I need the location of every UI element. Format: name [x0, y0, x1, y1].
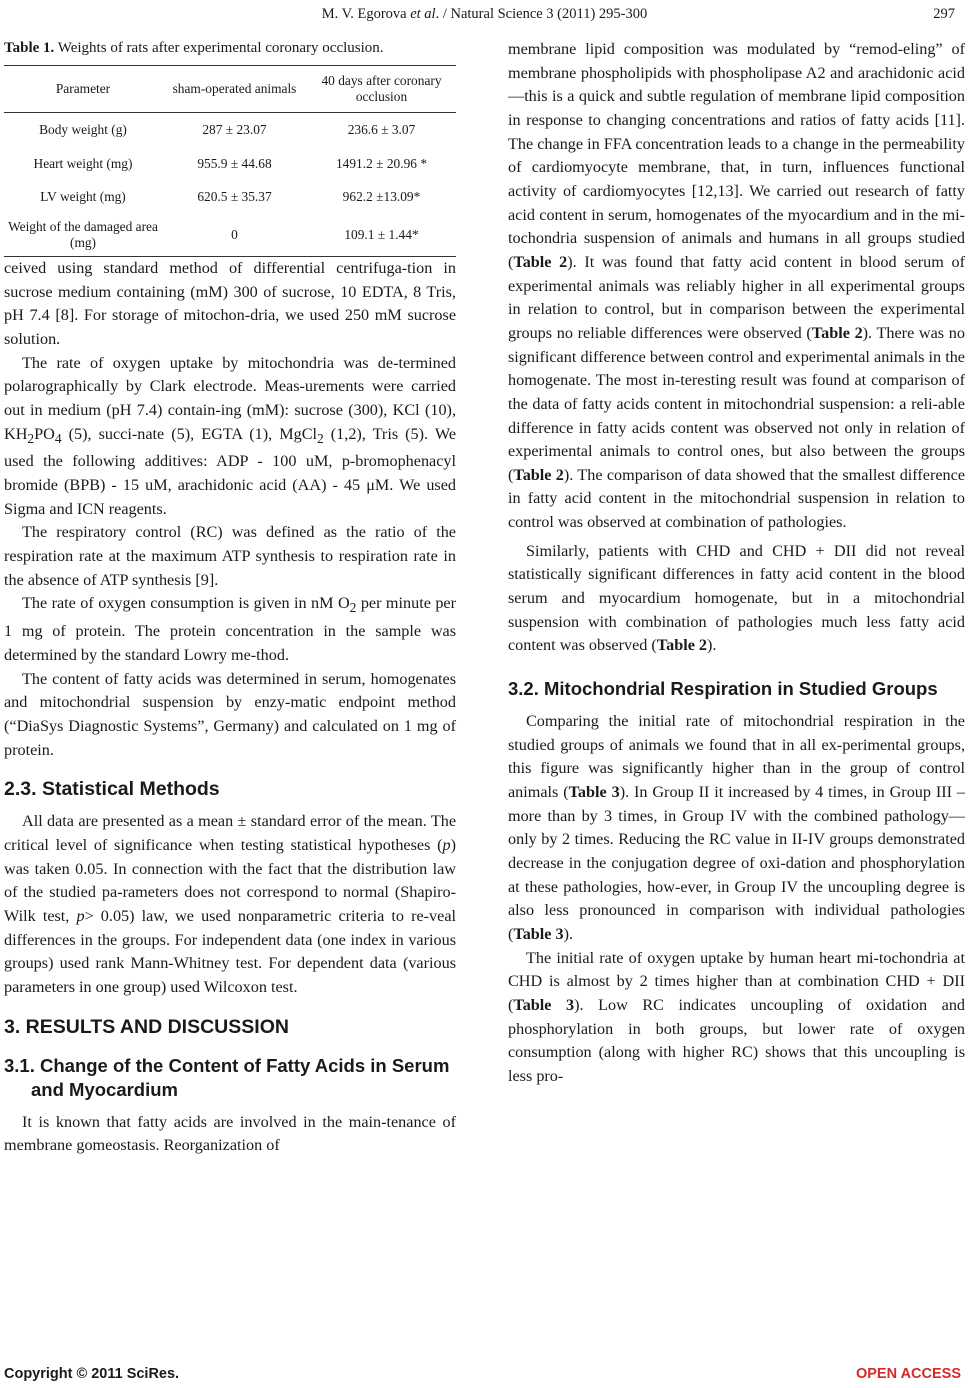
weights-table	[4, 65, 456, 257]
table-cell: 620.5 ± 35.37	[197, 189, 272, 204]
table-reference-link[interactable]: Table 2	[513, 465, 564, 484]
table-row	[4, 148, 456, 181]
authors: M. V. Egorova	[321, 6, 411, 22]
paragraph: The content of fatty acids was determined in serum, homogenates and mitochondrial suspension by enzy-matic endpoint method (“DiaSys Diagnostic Systems”, Germany) and calculated on 1 mg of protein.	[4, 669, 456, 759]
table-cell: 236.6 ± 3.07	[347, 122, 416, 138]
table-cell: 0	[231, 226, 238, 242]
table-cell: 962.2 ±13.09*	[342, 189, 421, 204]
header-cell: Parameter	[55, 81, 111, 96]
paragraph: membrane lipid composition was modulated by “remod-eling” of membrane phospholipids with phospholipase A2 and arachidonic acid—this is a quick and subtle regulation of membrane lipid composition in response to changing concentrations and ratios of fatty acids [11]. The change in FFA concentration leads to a change in the permeability of cardiomyocyte membrane, that, in turn, influences functional activity of cardiomyocytes [12,13]. We carried out research of fatty acid content in serum, homogenates of the myocardium and in the mi-tochondria suspension of animals and humans in all groups studied (Table 2). It was found that fatty acid content in blood serum of experimental animals was reliably higher in all experimental groups in relation to control, but in comparison between the experimental groups no reliable differences were observed (Table 2). There was no significant difference between control and experimental animals in the homogenate. The most in-teresting result was found at comparison of the data of fatty acids content in mitochondrial suspension: a reli-able difference in fatty acids content was observed not only in relation of experimental animals to control ones, but also between the groups (Table 2). The comparison of data showed that the smallest difference in fatty acid content in the mitochondrial suspension in relation to control was observed at combination of pathologies.	[508, 40, 965, 532]
paragraph: Similarly, patients with CHD and CHD + DII did not reveal statistically significant differences in fatty acid content in the blood serum and myocardium homogenate, but in a mitochondrial suspension with combination of pathologies much less fatty acid content was observed (Table 2).	[508, 541, 965, 655]
table-row	[4, 113, 456, 148]
paragraph: The rate of oxygen uptake by mitochondria was de-termined polarographically by Clark electrode. Meas-urements were carried out in medium (pH 7.4) contain-ing (mM): sucrose (300), KCl (10), $KH_2PO_4$ (5), succi-nate (5), EGTA (1), MgCl$_2$ (1,2), Tris (5). We used the following additives: ADP - 100 uM, p-bromophenacyl bromide (BPB) - 15 uM, arachidonic acid (AA) - 45 μM. We used Sigma and ICN reagents.	[4, 353, 457, 518]
table-cell: Heart weight (mg)	[33, 156, 133, 171]
paragraph: ceived using standard method of differential centrifuga-tion in sucrose medium containing (mM) 300 of sucrose, 10 EDTA, 8 Tris, pH 7.4 [8]. For storage of mitochon-dria, we used 250 mM sucrose solution.	[4, 259, 456, 348]
table-cell: 109.1 ± 1.44*	[344, 226, 419, 242]
section-heading-results: 3. RESULTS AND DISCUSSION	[4, 1015, 289, 1038]
paragraph: Comparing the initial rate of mitochondrial respiration in the studied groups of animals we found that in all ex-perimental groups, this figure was significantly higher than in the group of control animals (Table 3). In Group II it increased by 4 times, in Group III –more than by 3 times, in Group IV with the combined pathology—only by 2 times. Reducing the RC value in II-IV groups demonstrated decrease in the conjugation degree of oxi-dation and phosphorylation at these pathologies, how-ever, in Group IV the uncoupling degree is also less pronounced in comparison with individual pathologies (Table 3).	[508, 712, 965, 943]
table-cell: 955.9 ± 44.68	[197, 156, 272, 171]
table-header-row	[4, 66, 456, 113]
section-heading-statistical-methods: 2.3. Statistical Methods	[4, 778, 220, 801]
page-footer	[4, 1364, 961, 1384]
et-al: et al	[410, 6, 436, 22]
table-reference-link[interactable]: Table 3	[568, 783, 620, 802]
table-caption	[4, 38, 456, 58]
paragraph: It is known that fatty acids are involved in the main-tenance of membrane gomeostasis. Reorganization of	[4, 1112, 456, 1155]
table-reference-link[interactable]: Table 2	[513, 252, 568, 271]
table-reference-link[interactable]: Table 2	[656, 636, 708, 655]
table-cell: Body weight (g)	[39, 122, 127, 138]
table-row	[4, 214, 456, 257]
paragraph: The respiratory control (RC) was defined as the ratio of the respiration rate at the maximum ATP synthesis to respiration rate in the absence of ATP synthesis [9].	[4, 523, 456, 589]
table-reference-link[interactable]: Table 2	[811, 323, 863, 342]
journal-reference: . / Natural Science 3 (2011) 295-300	[435, 6, 648, 22]
open-access-label: OPEN ACCESS	[855, 1366, 961, 1382]
table-reference-link[interactable]: Table 3	[513, 995, 575, 1014]
subsection-heading-fatty-acids: 3.1. Change of the Content of Fatty Acids in Serum and Myocardium	[4, 1054, 450, 1100]
page-number: 297	[933, 6, 955, 22]
header-cell: sham-operated animals	[172, 81, 297, 96]
paragraph: All data are presented as a mean ± standard error of the mean. The critical level of significance when testing statistical hypotheses (p) was taken 0.05. In connection with the fact that the distribution law of the studied pa-rameters does not correspond to normal (Shapiro-Wilk test, p> 0.05) law, we used nonparametric criteria to re-veal differences in the groups. For independent data (one index in various groups) used rank Mann-Whitney test. For dependent data (various parameters in one group) used Wilcoxon test.	[4, 812, 457, 996]
table-cell: 1491.2 ± 20.96 *	[335, 156, 428, 171]
right-column	[508, 38, 965, 1089]
header-cell: 40 days after coronary occlusion	[321, 73, 442, 104]
left-column	[4, 38, 456, 1158]
table-caption-text: Weights of rats after experimental coronary occlusion.	[54, 40, 384, 56]
table-caption-label: Table 1.	[4, 40, 55, 56]
table-cell: 287 ± 23.07	[202, 122, 267, 138]
journal-citation	[0, 4, 969, 24]
paragraph: The rate of oxygen consumption is given in nM $O_2$ per minute per 1 mg of protein. The protein concentration in the sample was determined by the standard Lowry me-thod.	[4, 594, 456, 664]
table-reference-link[interactable]: Table 3	[513, 924, 564, 943]
table-row	[4, 181, 456, 214]
paragraph: The initial rate of oxygen uptake by human heart mi-tochondria at CHD is almost by 2 times higher than at combination CHD + DII (Table 3). Low RC indicates uncoupling of oxidation and phosphorylation in both groups, but lower rate of oxygen consumption (along with higher RC) shows that this uncoupling is less pro-	[508, 948, 966, 1085]
table-cell: Weight of the damaged area (mg)	[8, 218, 158, 250]
table-cell: LV weight (mg)	[40, 189, 126, 204]
subsection-heading-mitochondrial-respiration: 3.2. Mitochondrial Respiration in Studied Groups	[508, 678, 938, 700]
running-head	[0, 4, 969, 24]
copyright-notice: Copyright © 2011 SciRes.	[4, 1366, 180, 1382]
